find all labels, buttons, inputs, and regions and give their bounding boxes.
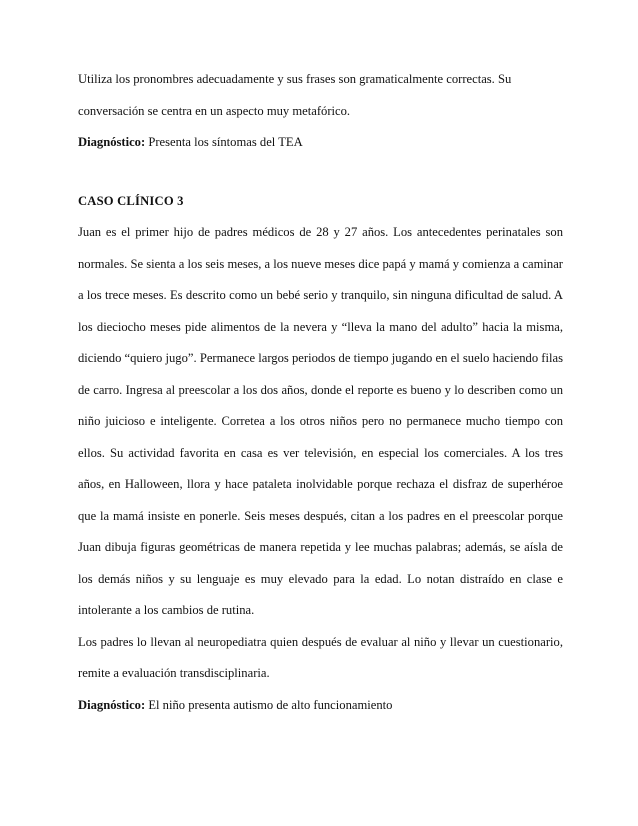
intro-line-2: conversación se centra en un aspecto muy metafórico. xyxy=(78,103,351,118)
diagnosis-1 xyxy=(78,127,563,159)
diagnosis-1-text: Presenta los síntomas del TEA xyxy=(145,135,303,149)
intro-paragraph xyxy=(78,64,563,127)
diagnosis-2 xyxy=(78,690,563,722)
diagnosis-1-label: Diagnóstico: xyxy=(78,135,146,149)
diagnosis-2-text: El niño presenta autismo de alto funcionamiento xyxy=(145,697,393,712)
document-content xyxy=(78,64,563,721)
diagnosis-2-label: Diagnóstico: xyxy=(78,697,146,712)
case-paragraph-1: Juan es el primer hijo de padres médicos de 28 y 27 años. Los antecedentes perinatales son normales. Se sienta a los seis meses, a los nueve meses dice papá y mamá y comienza a caminar a los trece meses. Es descrito como un bebé serio y tranquilo, sin ninguna dificultad de salud. A los dieciocho meses pide alimentos de la nevera y “lleva la mano del adulto” hacia la misma, diciendo “quiero jugo”. Permanece largos periodos de tiempo jugando en el suelo haciendo filas de carro. Ingresa al preescolar a los dos años, donde el reporte es bueno y lo describen como un niño juicioso e inteligente. Corretea a los otros niños pero no permanece mucho tiempo con ellos. Su actividad favorita en casa es ver televisión, en especial los comerciales. A los tres años, en Halloween, llora y hace pataleta inolvidable porque rechaza el disfraz de superhéroe que la mamá insiste en ponerle. Seis meses después, citan a los padres en el preescolar porque Juan dibuja figuras geométricas de manera repetida y lee muchas palabras; además, se aísla de los demás niños y su lenguaje es muy elevado para la edad. Lo notan distraído en clase e intolerante a los cambios de rutina. xyxy=(78,225,563,617)
intro-line-1: Utiliza los pronombres adecuadamente y sus frases son gramaticalmente correctas. Su xyxy=(78,72,512,86)
section-gap xyxy=(78,159,563,186)
case-paragraph-2: Los padres lo llevan al neuropediatra quien después de evaluar al niño y llevar un cuestionario, remite a evaluación transdisciplinaria. xyxy=(78,634,563,680)
case-title: CASO CLÍNICO 3 xyxy=(78,193,184,208)
